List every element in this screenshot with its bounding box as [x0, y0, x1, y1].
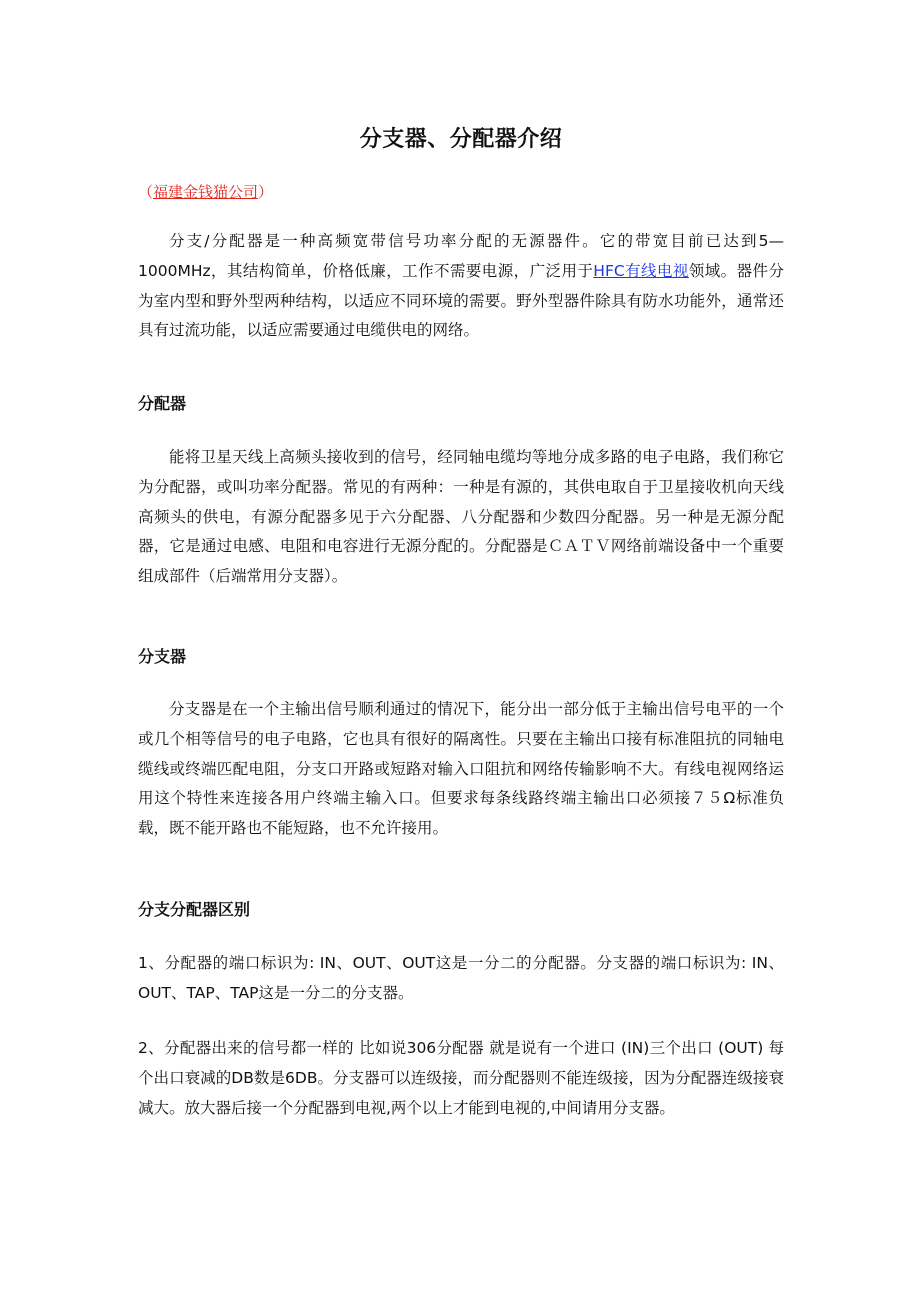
intro-paragraph [138, 227, 784, 346]
company-link[interactable]: 福建金钱猫公司 [153, 183, 259, 201]
company-attribution [138, 180, 273, 204]
intro-text-after-link: 领域。器件分为室内型和野外型两种结构，以适应不同环境的需要。野外型器件除具有防水功能外，通常还具有过流功能，以适应需要通过电缆供电的网络。 [138, 261, 784, 340]
tap-paragraph: 分支器是在一个主输出信号顺利通过的情况下，能分出一部分低于主输出信号电平的一个或几个相等信号的电子电路，它也具有很好的隔离性。只要在主输出口接有标准阻抗的同轴电缆线或终端匹配电阻，分支口开路或短路对输入口阻抗和网络传输影响不大。有线电视网络运用这个特性来连接各用户终端主输入口。但要求每条线路终端主输出口必须接７５Ω标准负载，既不能开路也不能短路，也不允许接用。 [138, 700, 784, 838]
divider-paragraph: 能将卫星天线上高频头接收到的信号，经同轴电缆均等地分成多路的电子电路，我们称它为分配器，或叫功率分配器。常见的有两种：一种是有源的，其供电取自于卫星接收机向天线高频头的供电，有源分配器多见于六分配器、八分配器和少数四分配器。另一种是无源分配器，它是通过电感、电阻和电容进行无源分配的。分配器是ＣＡＴＶ网络前端设备中一个重要组成部件（后端常用分支器）。 [138, 448, 784, 586]
company-open-paren: （ [138, 183, 154, 201]
company-close-paren: ） [258, 183, 274, 201]
section-heading-divider: 分配器 [138, 394, 187, 413]
hfc-cable-tv-link[interactable]: HFC有线电视 [593, 261, 689, 280]
difference-item-2: 2、分配器出来的信号都一样的 比如说306分配器 就是说有一个进口 (IN)三个出口 (OUT) 每个出口衰减的DB数是6DB。分支器可以连级接，而分配器则不能连级接，因为分配器连级接衰减大。放大器后接一个分配器到电视,两个以上才能到电视的,中间请用分支器。 [138, 1039, 784, 1117]
difference-item-1: 1、分配器的端口标识为: IN、OUT、OUT这是一分二的分配器。分支器的端口标识为: IN、OUT、TAP、TAP这是一分二的分支器。 [138, 954, 784, 1002]
intro-text-before-link: 分支/分配器是一种高频宽带信号功率分配的无源器件。它的带宽目前已达到5—1000MHz，其结构简单，价格低廉，工作不需要电源，广泛用于 [138, 232, 784, 280]
document-title: 分支器、分配器介绍 [359, 127, 563, 152]
section-heading-tap: 分支器 [138, 647, 187, 666]
section-heading-difference: 分支分配器区别 [138, 900, 251, 919]
